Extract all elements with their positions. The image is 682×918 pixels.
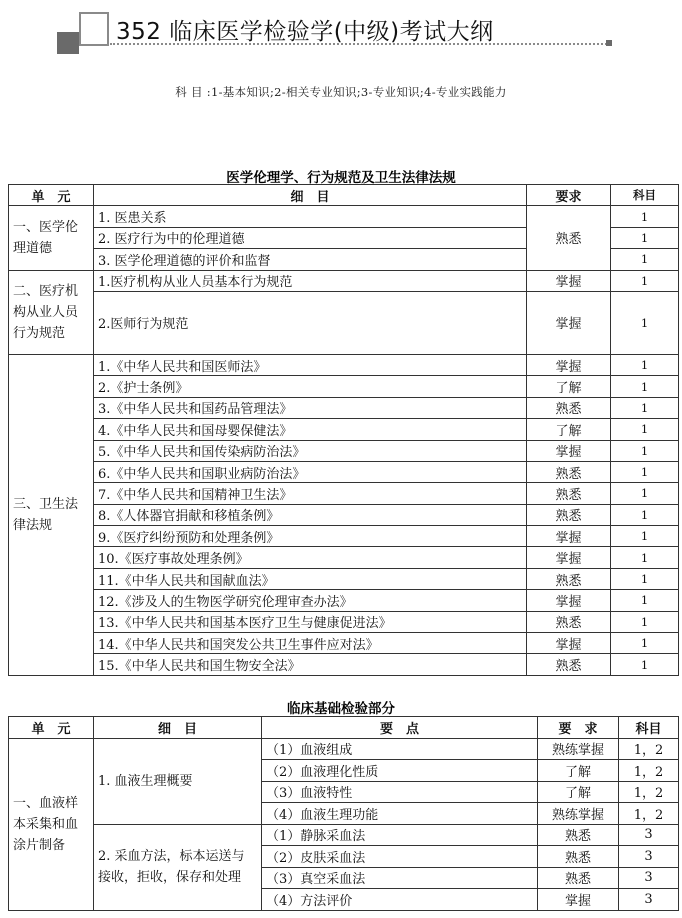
requirement-cell: 掌握 [527,547,611,568]
page-title: 352 临床医学检验学(中级)考试大纲 [116,19,494,45]
point-cell: （2）皮肤采血法 [262,846,538,868]
column-header-unit: 单 元 [9,717,94,739]
unit-cell: 二、医疗机构从业人员行为规范 [9,270,94,354]
table-row [9,270,679,291]
requirement-cell: 熟悉 [527,397,611,418]
point-cell: （3）真空采血法 [262,867,538,889]
table-row [9,376,679,397]
detail-cell: 5.《中华人民共和国传染病防治法》 [94,440,527,461]
column-header-requirement: 要 求 [538,717,619,739]
subject-cell: 1 [611,291,679,354]
requirement-cell: 熟练掌握 [538,738,619,760]
column-header-detail: 细 目 [94,185,527,206]
requirement-cell: 掌握 [538,889,619,911]
table-row [9,504,679,525]
detail-cell: 3. 医学伦理道德的评价和监督 [94,249,527,270]
clinical-basic-testing-table [8,716,679,911]
detail-cell: 2.医师行为规范 [94,291,527,354]
subject-cell: 1 [611,249,679,270]
detail-cell: 4.《中华人民共和国母婴保健法》 [94,419,527,440]
point-cell: （3）血液特性 [262,781,538,803]
detail-cell: 13.《中华人民共和国基本医疗卫生与健康促进法》 [94,611,527,632]
requirement-cell: 熟悉 [527,504,611,525]
subject-cell: 1，2 [619,781,679,803]
detail-cell: 6.《中华人民共和国职业病防治法》 [94,461,527,482]
point-cell: （4）血液生理功能 [262,803,538,825]
column-header-detail: 细 目 [94,717,262,739]
unit-cell: 一、血液样本采集和血涂片制备 [9,738,94,910]
requirement-cell: 熟悉 [527,483,611,504]
requirement-cell: 掌握 [527,270,611,291]
requirement-cell: 了解 [527,419,611,440]
subject-cell: 3 [619,846,679,868]
requirement-cell: 熟悉 [527,568,611,589]
detail-cell: 2. 采血方法，标本运送与接收，拒收，保存和处理 [94,824,262,910]
subject-cell: 1 [611,483,679,504]
table-row [9,590,679,611]
subject-cell: 1 [611,206,679,227]
table-header-row [9,717,679,739]
subject-cell: 1 [611,568,679,589]
subject-cell: 1 [611,547,679,568]
subject-cell: 1 [611,504,679,525]
detail-cell: 9.《医疗纠纷预防和处理条例》 [94,526,527,547]
column-header-point: 要 点 [262,717,538,739]
point-cell: （2）血液理化性质 [262,760,538,782]
point-cell: （1）血液组成 [262,738,538,760]
requirement-cell: 熟悉 [538,846,619,868]
subject-cell: 1 [611,270,679,291]
table-row [9,397,679,418]
detail-cell: 2. 医疗行为中的伦理道德 [94,227,527,248]
point-cell: （4）方法评价 [262,889,538,911]
subject-cell: 1 [611,227,679,248]
subject-cell: 1 [611,419,679,440]
table-header-row [9,185,679,206]
detail-cell: 12.《涉及人的生物医学研究伦理审查办法》 [94,590,527,611]
detail-cell: 1. 医患关系 [94,206,527,227]
requirement-cell: 熟悉 [538,824,619,846]
requirement-cell: 掌握 [527,440,611,461]
subject-cell: 1 [611,654,679,675]
requirement-cell: 熟悉 [527,461,611,482]
requirement-cell: 熟练掌握 [538,803,619,825]
table-row [9,824,679,846]
table-row [9,461,679,482]
requirement-cell: 了解 [538,781,619,803]
requirement-cell: 掌握 [527,590,611,611]
table-row [9,440,679,461]
table-row [9,633,679,654]
detail-cell: 1.医疗机构从业人员基本行为规范 [94,270,527,291]
requirement-cell: 掌握 [527,633,611,654]
table-row [9,354,679,375]
subject-cell: 1，2 [619,738,679,760]
subject-cell: 1 [611,590,679,611]
point-cell: （1）静脉采血法 [262,824,538,846]
detail-cell: 3.《中华人民共和国药品管理法》 [94,397,527,418]
requirement-cell: 掌握 [527,526,611,547]
requirement-cell: 熟悉 [527,611,611,632]
detail-cell: 1.《中华人民共和国医师法》 [94,354,527,375]
subject-cell: 3 [619,824,679,846]
subject-cell: 1 [611,633,679,654]
header-rule-end-square [606,40,612,46]
header-decoration-outline-square [79,12,109,46]
table-row [9,526,679,547]
subject-cell: 1，2 [619,803,679,825]
subject-cell: 1 [611,440,679,461]
table-row [9,654,679,675]
table-row [9,291,679,354]
unit-cell: 三、卫生法律法规 [9,354,94,675]
detail-cell: 7.《中华人民共和国精神卫生法》 [94,483,527,504]
table-row [9,738,679,760]
detail-cell: 2.《护士条例》 [94,376,527,397]
detail-cell: 15.《中华人民共和国生物安全法》 [94,654,527,675]
table-row [9,206,679,227]
subject-cell: 1 [611,526,679,547]
requirement-cell: 了解 [527,376,611,397]
table-row [9,611,679,632]
requirement-cell: 熟悉 [538,867,619,889]
table-row [9,547,679,568]
unit-cell: 一、医学伦理道德 [9,206,94,270]
column-header-subject: 科目 [611,185,679,206]
ethics-law-syllabus-table [8,184,679,676]
detail-cell: 1. 血液生理概要 [94,738,262,824]
subject-cell: 1，2 [619,760,679,782]
subject-cell: 1 [611,461,679,482]
detail-cell: 14.《中华人民共和国突发公共卫生事件应对法》 [94,633,527,654]
detail-cell: 11.《中华人民共和国献血法》 [94,568,527,589]
column-header-subject: 科目 [619,717,679,739]
requirement-cell: 熟悉 [527,206,611,270]
subject-cell: 3 [619,867,679,889]
detail-cell: 8.《人体器官捐献和移植条例》 [94,504,527,525]
subject-cell: 1 [611,397,679,418]
requirement-cell: 了解 [538,760,619,782]
header-decoration-solid-square [57,32,79,54]
subject-cell: 1 [611,354,679,375]
table-row [9,419,679,440]
subject-cell: 3 [619,889,679,911]
column-header-requirement: 要求 [527,185,611,206]
requirement-cell: 熟悉 [527,654,611,675]
column-header-unit: 单 元 [9,185,94,206]
subject-cell: 1 [611,376,679,397]
section-title-clinical-basic-testing: 临床基础检验部分 [287,701,395,717]
table-row [9,483,679,504]
subject-legend: 科 目 :1-基本知识;2-相关专业知识;3-专业知识;4-专业实践能力 [175,85,507,99]
table-row [9,568,679,589]
section-title-ethics-law: 医学伦理学、行为规范及卫生法律法规 [226,170,456,186]
subject-cell: 1 [611,611,679,632]
requirement-cell: 掌握 [527,354,611,375]
requirement-cell: 掌握 [527,291,611,354]
detail-cell: 10.《医疗事故处理条例》 [94,547,527,568]
